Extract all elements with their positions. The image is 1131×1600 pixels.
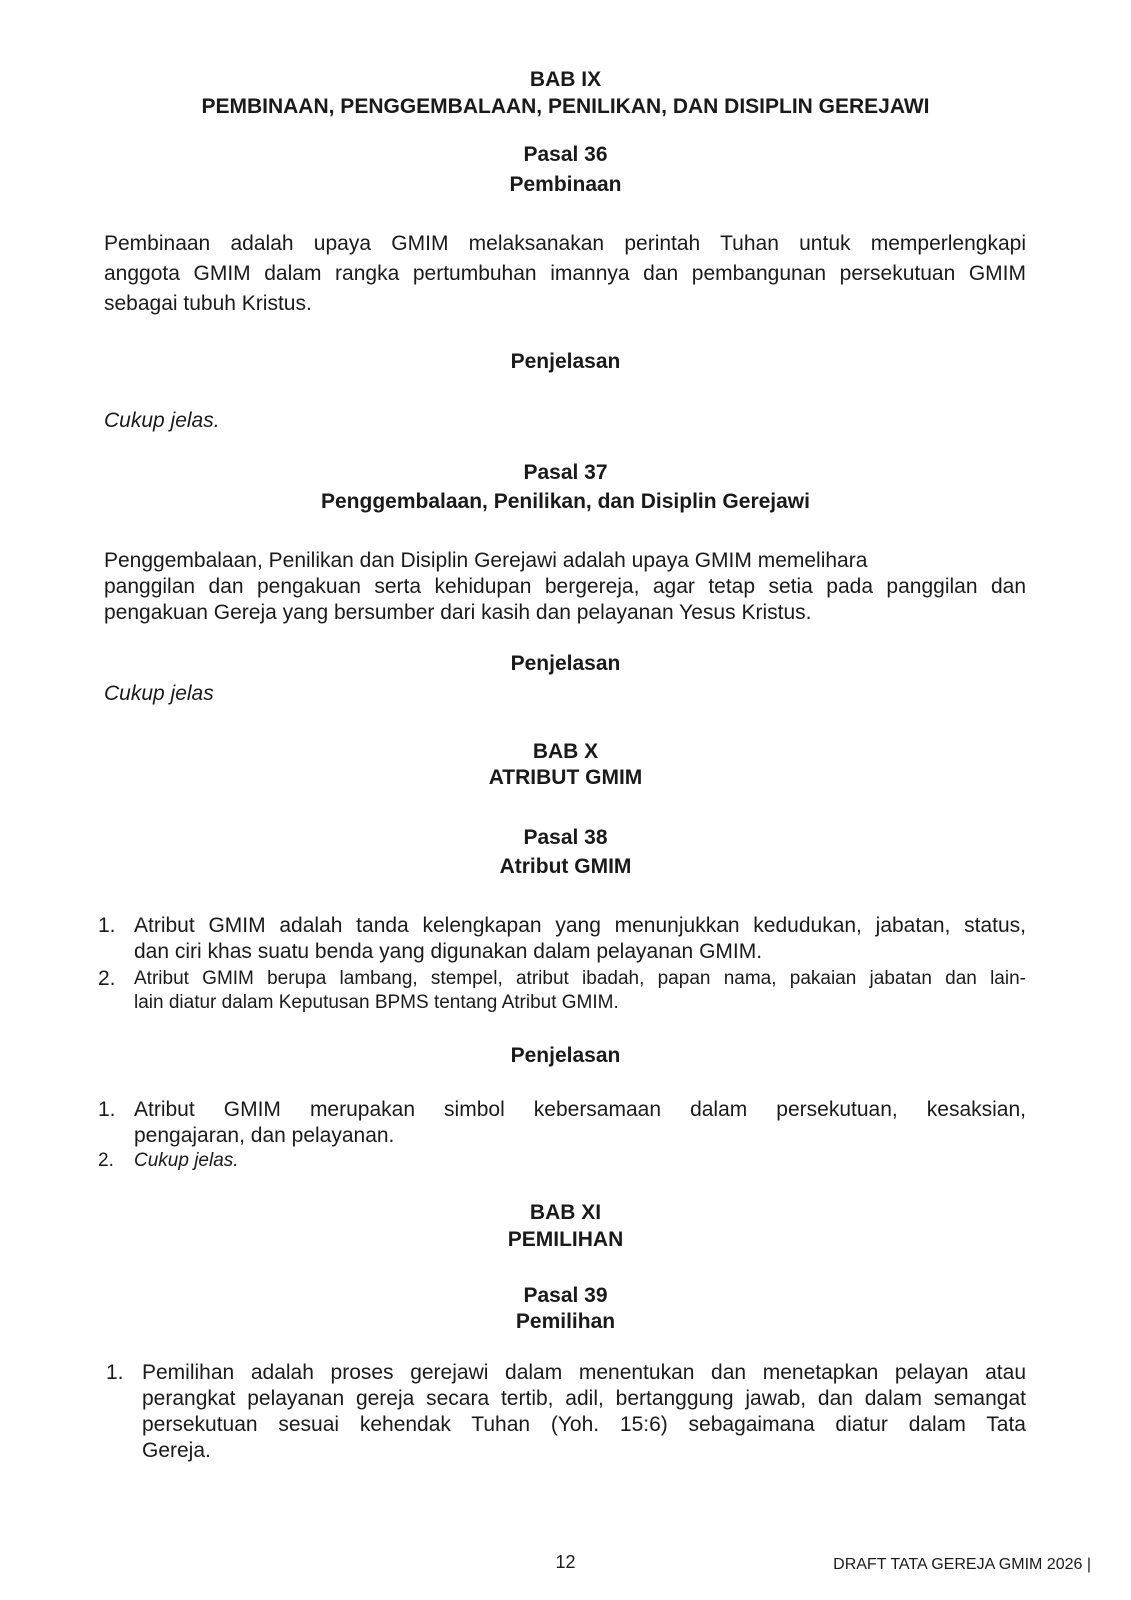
list-number: 1. <box>98 914 116 937</box>
article-title: Atribut GMIM <box>499 855 632 878</box>
article-number: Pasal 37 <box>523 461 608 484</box>
list-item-line: lain diatur dalam Keputusan BPMS tentang Atribut GMIM. <box>134 992 619 1013</box>
chapter-title: PEMBINAAN, PENGGEMBALAAN, PENILIKAN, DAN DISIPLIN GEREJAWI <box>201 95 930 118</box>
list-item-line: pengajaran, dan pelayanan. <box>134 1124 395 1147</box>
page-number: 12 <box>555 1552 576 1572</box>
list-number: 1. <box>106 1361 124 1384</box>
chapter-heading: BAB X <box>532 740 599 763</box>
paragraph-line: panggilan dan pengakuan serta kehidupan bergereja, agar tetap setia pada panggilan dan <box>104 575 1026 598</box>
chapter-title: ATRIBUT GMIM <box>488 766 643 789</box>
list-number: 1. <box>98 1098 116 1121</box>
article-title: Penggembalaan, Penilikan, dan Disiplin Gerejawi <box>321 490 810 513</box>
chapter-heading: BAB XI <box>529 1201 602 1224</box>
list-item-line: perangkat pelayanan gereja secara tertib, adil, bertanggung jawab, dan dalam semangat <box>142 1387 1026 1410</box>
list-item-line: Cukup jelas. <box>134 1150 239 1171</box>
explanation-text: Cukup jelas. <box>104 409 220 432</box>
list-item-line: Atribut GMIM merupakan simbol kebersamaan dalam persekutuan, kesaksian, <box>134 1098 1026 1121</box>
paragraph-line: anggota GMIM dalam rangka pertumbuhan imannya dan pembangunan persekutuan GMIM <box>104 262 1026 285</box>
article-number: Pasal 36 <box>523 143 608 166</box>
list-item-line: dan ciri khas suatu benda yang digunakan dalam pelayanan GMIM. <box>134 940 763 963</box>
paragraph-line: Penggembalaan, Penilikan dan Disiplin Gerejawi adalah upaya GMIM memelihara <box>104 549 868 572</box>
paragraph-line: Pembinaan adalah upaya GMIM melaksanakan perintah Tuhan untuk memperlengkapi <box>104 232 1026 255</box>
list-item-line: Atribut GMIM berupa lambang, stempel, atribut ibadah, papan nama, pakaian jabatan dan lain- <box>134 968 1026 989</box>
chapter-title: PEMILIHAN <box>507 1228 624 1251</box>
explanation-heading: Penjelasan <box>510 1044 621 1067</box>
list-item-line: Gereja. <box>142 1439 211 1462</box>
article-title: Pemilihan <box>515 1310 616 1333</box>
list-number: 2. <box>98 1150 114 1171</box>
article-number: Pasal 38 <box>523 826 608 849</box>
explanation-heading: Penjelasan <box>510 652 621 675</box>
list-number: 2. <box>98 967 116 990</box>
list-item-line: persekutuan sesuai kehendak Tuhan (Yoh. 15:6) sebagaimana diatur dalam Tata <box>142 1413 1026 1436</box>
article-number: Pasal 39 <box>523 1284 608 1307</box>
explanation-heading: Penjelasan <box>510 350 621 373</box>
list-item-line: Pemilihan adalah proses gerejawi dalam menentukan dan menetapkan pelayan atau <box>142 1361 1026 1384</box>
explanation-text: Cukup jelas <box>104 682 214 705</box>
paragraph-line: pengakuan Gereja yang bersumber dari kasih dan pelayanan Yesus Kristus. <box>104 601 812 624</box>
list-item-line: Atribut GMIM adalah tanda kelengkapan yang menunjukkan kedudukan, jabatan, status, <box>134 914 1026 937</box>
paragraph-line: sebagai tubuh Kristus. <box>104 292 312 315</box>
footer-title: DRAFT TATA GEREJA GMIM 2026 | <box>833 1556 1091 1573</box>
article-title: Pembinaan <box>509 173 622 196</box>
chapter-heading: BAB IX <box>529 68 602 91</box>
